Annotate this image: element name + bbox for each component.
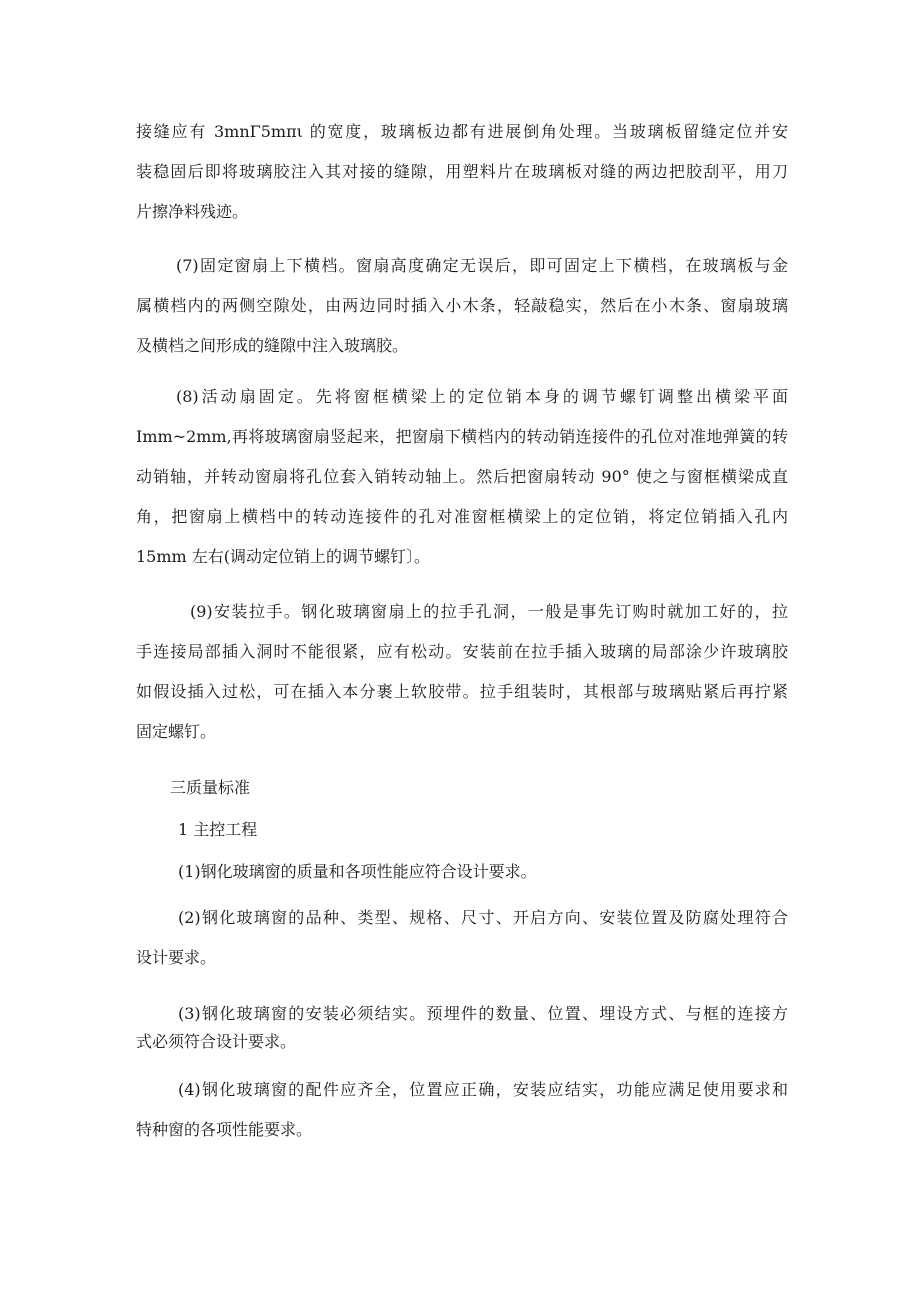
text-line: (3)钢化玻璃窗的安装必须结实。预埋件的数量、位置、埋设方式、与框的连接方 — [178, 1004, 788, 1023]
text-line: 动销轴，并转动窗扇将孔位套入销转动轴上。然后把窗扇转动 90° 使之与窗框横梁成直 — [136, 467, 788, 486]
text-line: 固定螺钉。 — [136, 722, 217, 741]
paragraph-movable-sash — [136, 377, 788, 577]
paragraph-joint-width — [136, 112, 788, 232]
subsection-heading: 1 主控工程 — [178, 820, 258, 839]
text-line: 角，把窗扇上横档中的转动连接件的孔对准窗框横梁上的定位销，将定位销插入孔内 — [136, 507, 788, 526]
paragraph-fix-rails — [136, 246, 788, 366]
text-line: 设计要求。 — [136, 948, 217, 967]
text-line: (2)钢化玻璃窗的品种、类型、规格、尺寸、开启方向、安装位置及防腐处理符合 — [178, 908, 788, 927]
paragraph-install-handle — [136, 592, 788, 752]
text-line: (1)钢化玻璃窗的质量和各项性能应符合设计要求。 — [178, 862, 537, 881]
text-line: 片擦净料残迹。 — [136, 202, 249, 221]
text-line: (8)活动扇固定。先将窗框横梁上的定位销本身的调节螺钉调整出横梁平面 — [176, 387, 788, 406]
text-line: 手连接局部插入洞时不能很紧，应有松动。安装前在拉手插入玻璃的局部涂少许玻璃胶 — [136, 642, 788, 661]
text-line: 及横档之间形成的缝隙中注入玻璃胶。 — [136, 336, 409, 355]
text-line: Imm~2mm,再将玻璃窗扇竖起来，把窗扇下横档内的转动销连接件的孔位对准地弹簧的转 — [136, 427, 788, 446]
list-item — [136, 1070, 788, 1150]
text-line: 装稳固后即将玻璃胶注入其对接的缝隙，用塑料片在玻璃板对缝的两边把胶刮平，用刀 — [136, 162, 788, 181]
text-line: 接缝应有 3mnΓ5mπι 的宽度，玻璃板边都有进展倒角处理。当玻璃板留缝定位并安 — [136, 122, 788, 141]
text-line: (9)安装拉手。钢化玻璃窗扇上的拉手孔洞，一般是事先订购时就加工好的，拉 — [190, 602, 788, 621]
list-item — [136, 852, 788, 892]
section-heading: 三质量标准 — [170, 778, 251, 797]
text-line: 式必须符合设计要求。 — [136, 1032, 297, 1051]
text-line: 15mm 左右(调动定位销上的调节螺钉〕。 — [136, 547, 431, 566]
list-item — [136, 1000, 788, 1056]
text-line: 特种窗的各项性能要求。 — [136, 1120, 313, 1139]
text-line: 属横档内的两侧空隙处，由两边同时插入小木条，轻敲稳实，然后在小木条、窗扇玻璃 — [136, 296, 788, 315]
list-item — [136, 898, 788, 978]
text-line: 如假设插入过松，可在插入本分裹上软胶带。拉手组装时，其根部与玻璃贴紧后再拧紧 — [136, 682, 788, 701]
text-line: (4)钢化玻璃窗的配件应齐全，位置应正确，安装应结实，功能应满足使用要求和 — [178, 1080, 788, 1099]
text-line: (7)固定窗扇上下横档。窗扇高度确定无误后，即可固定上下横档，在玻璃板与金 — [176, 256, 788, 275]
